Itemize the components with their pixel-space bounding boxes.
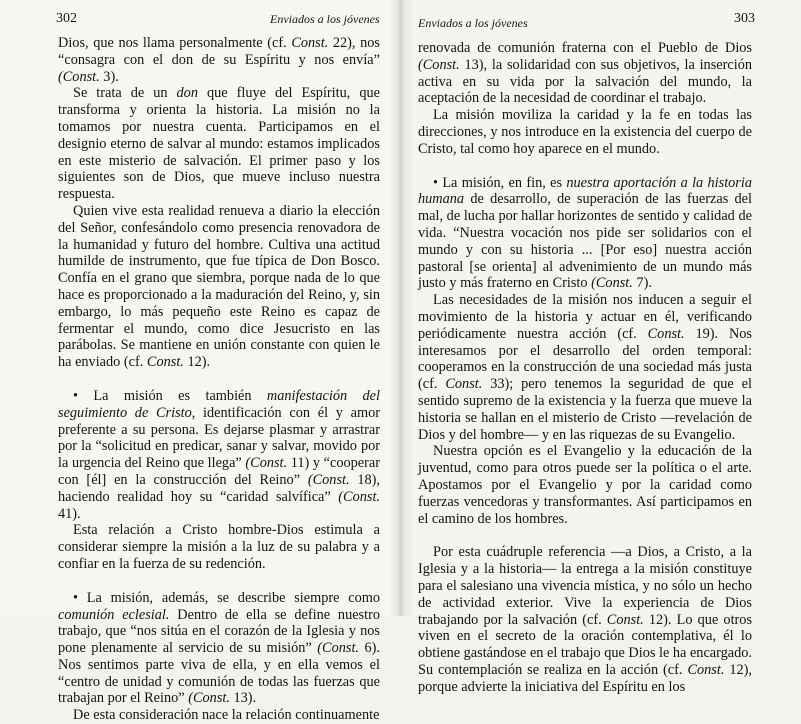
- page-number-left: 302: [56, 11, 77, 26]
- text-segment: • La misión, en fin, es: [433, 174, 567, 191]
- right-paragraph: [418, 40, 752, 107]
- running-title-right: Enviados a los jóvenes: [418, 16, 528, 30]
- left-page: [0, 0, 398, 724]
- left-paragraph: [58, 35, 380, 85]
- right-paragraph: [418, 544, 752, 695]
- italic-text-segment: (Const.: [418, 56, 460, 73]
- right-paragraph: [418, 292, 752, 443]
- left-paragraph: [58, 388, 380, 522]
- text-segment: Dentro de ella se define nuestro trabajo, que “nos sitúa en el corazón de la Iglesia y nos pone plenamente al servicio de su misión”: [58, 606, 381, 657]
- running-title-left: Enviados a los jóvenes: [270, 12, 380, 26]
- text-segment: Nuestra opción es el Evangelio y la educación de la juventud, como para otros puede ser la política o el arte. Apostamos por el Evangelio y por la caridad como fuerzas vencedoras y transformantes. Así participamos en el camino de los hombres.: [418, 443, 752, 527]
- text-segment: renovada de comunión fraterna con el Pueblo de Dios: [418, 40, 752, 56]
- italic-text-segment: Const.: [647, 325, 685, 342]
- text-segment: 13).: [229, 690, 257, 707]
- left-paragraph: [58, 590, 380, 708]
- text-segment: 12).: [183, 354, 211, 371]
- right-paragraph: [418, 175, 752, 293]
- book-gutter-shadow: [388, 0, 414, 616]
- italic-text-segment: Const.: [606, 611, 644, 628]
- text-segment: , identificación con él y amor preferente a su persona. Es dejarse plasmar y arrastrar por la “solicitud en predicar, sanar y salvar, movido por la urgencia del Reino que llega”: [58, 404, 380, 472]
- text-segment: 12). Lo que otros viven en el secreto de la oración contemplativa, él lo obtiene gastándose en el trabajo que Dios le ha encargado. Su contemplación se realiza en la acción (cf.: [418, 611, 753, 678]
- text-segment: • La misión, además, se describe siempre como: [73, 589, 380, 606]
- italic-text-segment: Const.: [445, 376, 483, 393]
- text-segment: 13), la solidaridad con sus objetivos, la inserción activa en su vida por la salvación del mundo, la aceptación de la necesidad de coordinar el trabajo.: [418, 56, 752, 107]
- text-segment: 11) y “cooperar con [él] en la construcción del Reino”: [58, 455, 380, 488]
- text-segment: de desarrollo, de superación de las fuerzas del mal, de lucha por hallar horizontes de sentido y calidad de vida. “Nuestra vocación nos pide ser solidarios con el mundo y con su historia ... [Por eso] nuestra acción pastoral [se orienta] al advenimiento de un mundo más justo y más fraterno en Cristo: [418, 191, 752, 292]
- text-segment: La misión moviliza la caridad y la fe en todas las direcciones, y nos introduce en la existencia del cuerpo de Cristo, tal como hoy aparece en el mundo.: [418, 107, 752, 157]
- italic-text-segment: (Const.: [188, 690, 230, 707]
- italic-text-segment: manifestación del seguimiento de Cristo: [58, 387, 380, 421]
- italic-text-segment: (Const.: [307, 471, 350, 488]
- italic-text-segment: Const.: [687, 661, 725, 678]
- italic-text-segment: Const.: [146, 354, 184, 371]
- italic-text-segment: (Const.: [338, 488, 380, 505]
- text-segment: De esta consideración nace la relación continuamente: [73, 707, 380, 724]
- left-paragraph: [58, 203, 380, 371]
- text-segment: Por esta cuádruple referencia —a Dios, a Cristo, a la Iglesia y a la historia— la entrega a la misión constituye para el salesiano una vivencia mística, y no sólo un hecho de actividad exterior. Vive la experiencia de Dios trabajando por la salvación (cf.: [418, 544, 752, 628]
- text-segment: 33); pero tenemos la seguridad de que el sentido supremo de la existencia y la fuerza que mueve la historia se hallan en el misterio de Cristo —revelación de Dios y del hombre— y en las riquezas de su Evangelio.: [418, 376, 752, 443]
- italic-text-segment: don: [176, 85, 198, 102]
- text-segment: • La misión es también: [73, 387, 267, 404]
- left-paragraph: [58, 522, 380, 572]
- text-segment: 18), haciendo realidad hoy su “caridad salvífica”: [58, 471, 380, 505]
- left-page-body: [58, 35, 380, 724]
- italic-text-segment: (Const.: [58, 68, 100, 85]
- text-segment: 22), nos “consagra con el don de su Espíritu y nos envía”: [58, 35, 380, 68]
- text-segment: 19). Nos interesamos por el desarrollo del orden temporal: cooperamos en la construcción de una sociedad más justa (cf.: [418, 325, 752, 393]
- italic-text-segment: comunión eclesial.: [58, 606, 170, 623]
- text-segment: Las necesidades de la misión nos inducen a seguir el movimiento de la historia y actuar en él, verificando periódicamente nuestra acción (cf.: [418, 292, 752, 342]
- italic-text-segment: (Const.: [317, 640, 359, 657]
- italic-text-segment: (Const.: [591, 275, 633, 292]
- right-page: [400, 0, 801, 695]
- text-segment: 7).: [632, 275, 652, 292]
- italic-text-segment: nuestra aportación a la historia humana: [418, 174, 752, 208]
- text-segment: Quien vive esta realidad renueva a diario la elección del Señor, confesándolo como presencia renovadora de la humanidad y futuro del hombre. Cultiva una actitud humilde de instrumento, que fue típica de Don Bosco. Confía en el grano que siembra, porque nada de lo que hace es proporcionado a la maduración del Reino, y, sin embargo, lo más pequeño este Reino es capaz de fermentar el mundo, como dice Jesucristo en las parábolas. Se mantiene en unión constante con quien le ha enviado (cf.: [58, 202, 380, 371]
- left-paragraph: [58, 707, 380, 724]
- text-segment: 3).: [99, 68, 119, 85]
- text-segment: 41).: [58, 505, 81, 522]
- text-segment: Dios, que nos llama personalmente (cf.: [58, 35, 292, 51]
- text-segment: que fluye del Espíritu, que transforma y orienta la historia. La misión no la tomamos por nuestra cuenta. Participamos en el designio eterno de salvar al mundo: estamos implicados en este misterio de salvación. El primer paso y los siguientes son de Dios, que mueve incluso nuestra respuesta.: [58, 85, 381, 203]
- text-segment: Esta relación a Cristo hombre-Dios estimula a considerar siempre la misión a la luz de su palabra y a confiar en la fuerza de su redención.: [58, 522, 380, 572]
- text-segment: 12), porque advierte la iniciativa del Espíritu en los: [418, 661, 752, 695]
- text-segment: Se trata de un: [73, 85, 177, 102]
- right-paragraph: [418, 107, 752, 157]
- italic-text-segment: Const.: [291, 35, 329, 51]
- text-segment: 6). Nos sentimos parte viva de ella, y en ella vemos el “centro de unidad y comunión de todas las fuerzas que trabajan por el Reino”: [58, 640, 380, 707]
- italic-text-segment: (Const.: [245, 455, 288, 472]
- page-number-right: 303: [734, 11, 755, 26]
- right-page-body: [418, 40, 752, 695]
- left-paragraph: [58, 85, 380, 203]
- right-paragraph: [418, 443, 752, 527]
